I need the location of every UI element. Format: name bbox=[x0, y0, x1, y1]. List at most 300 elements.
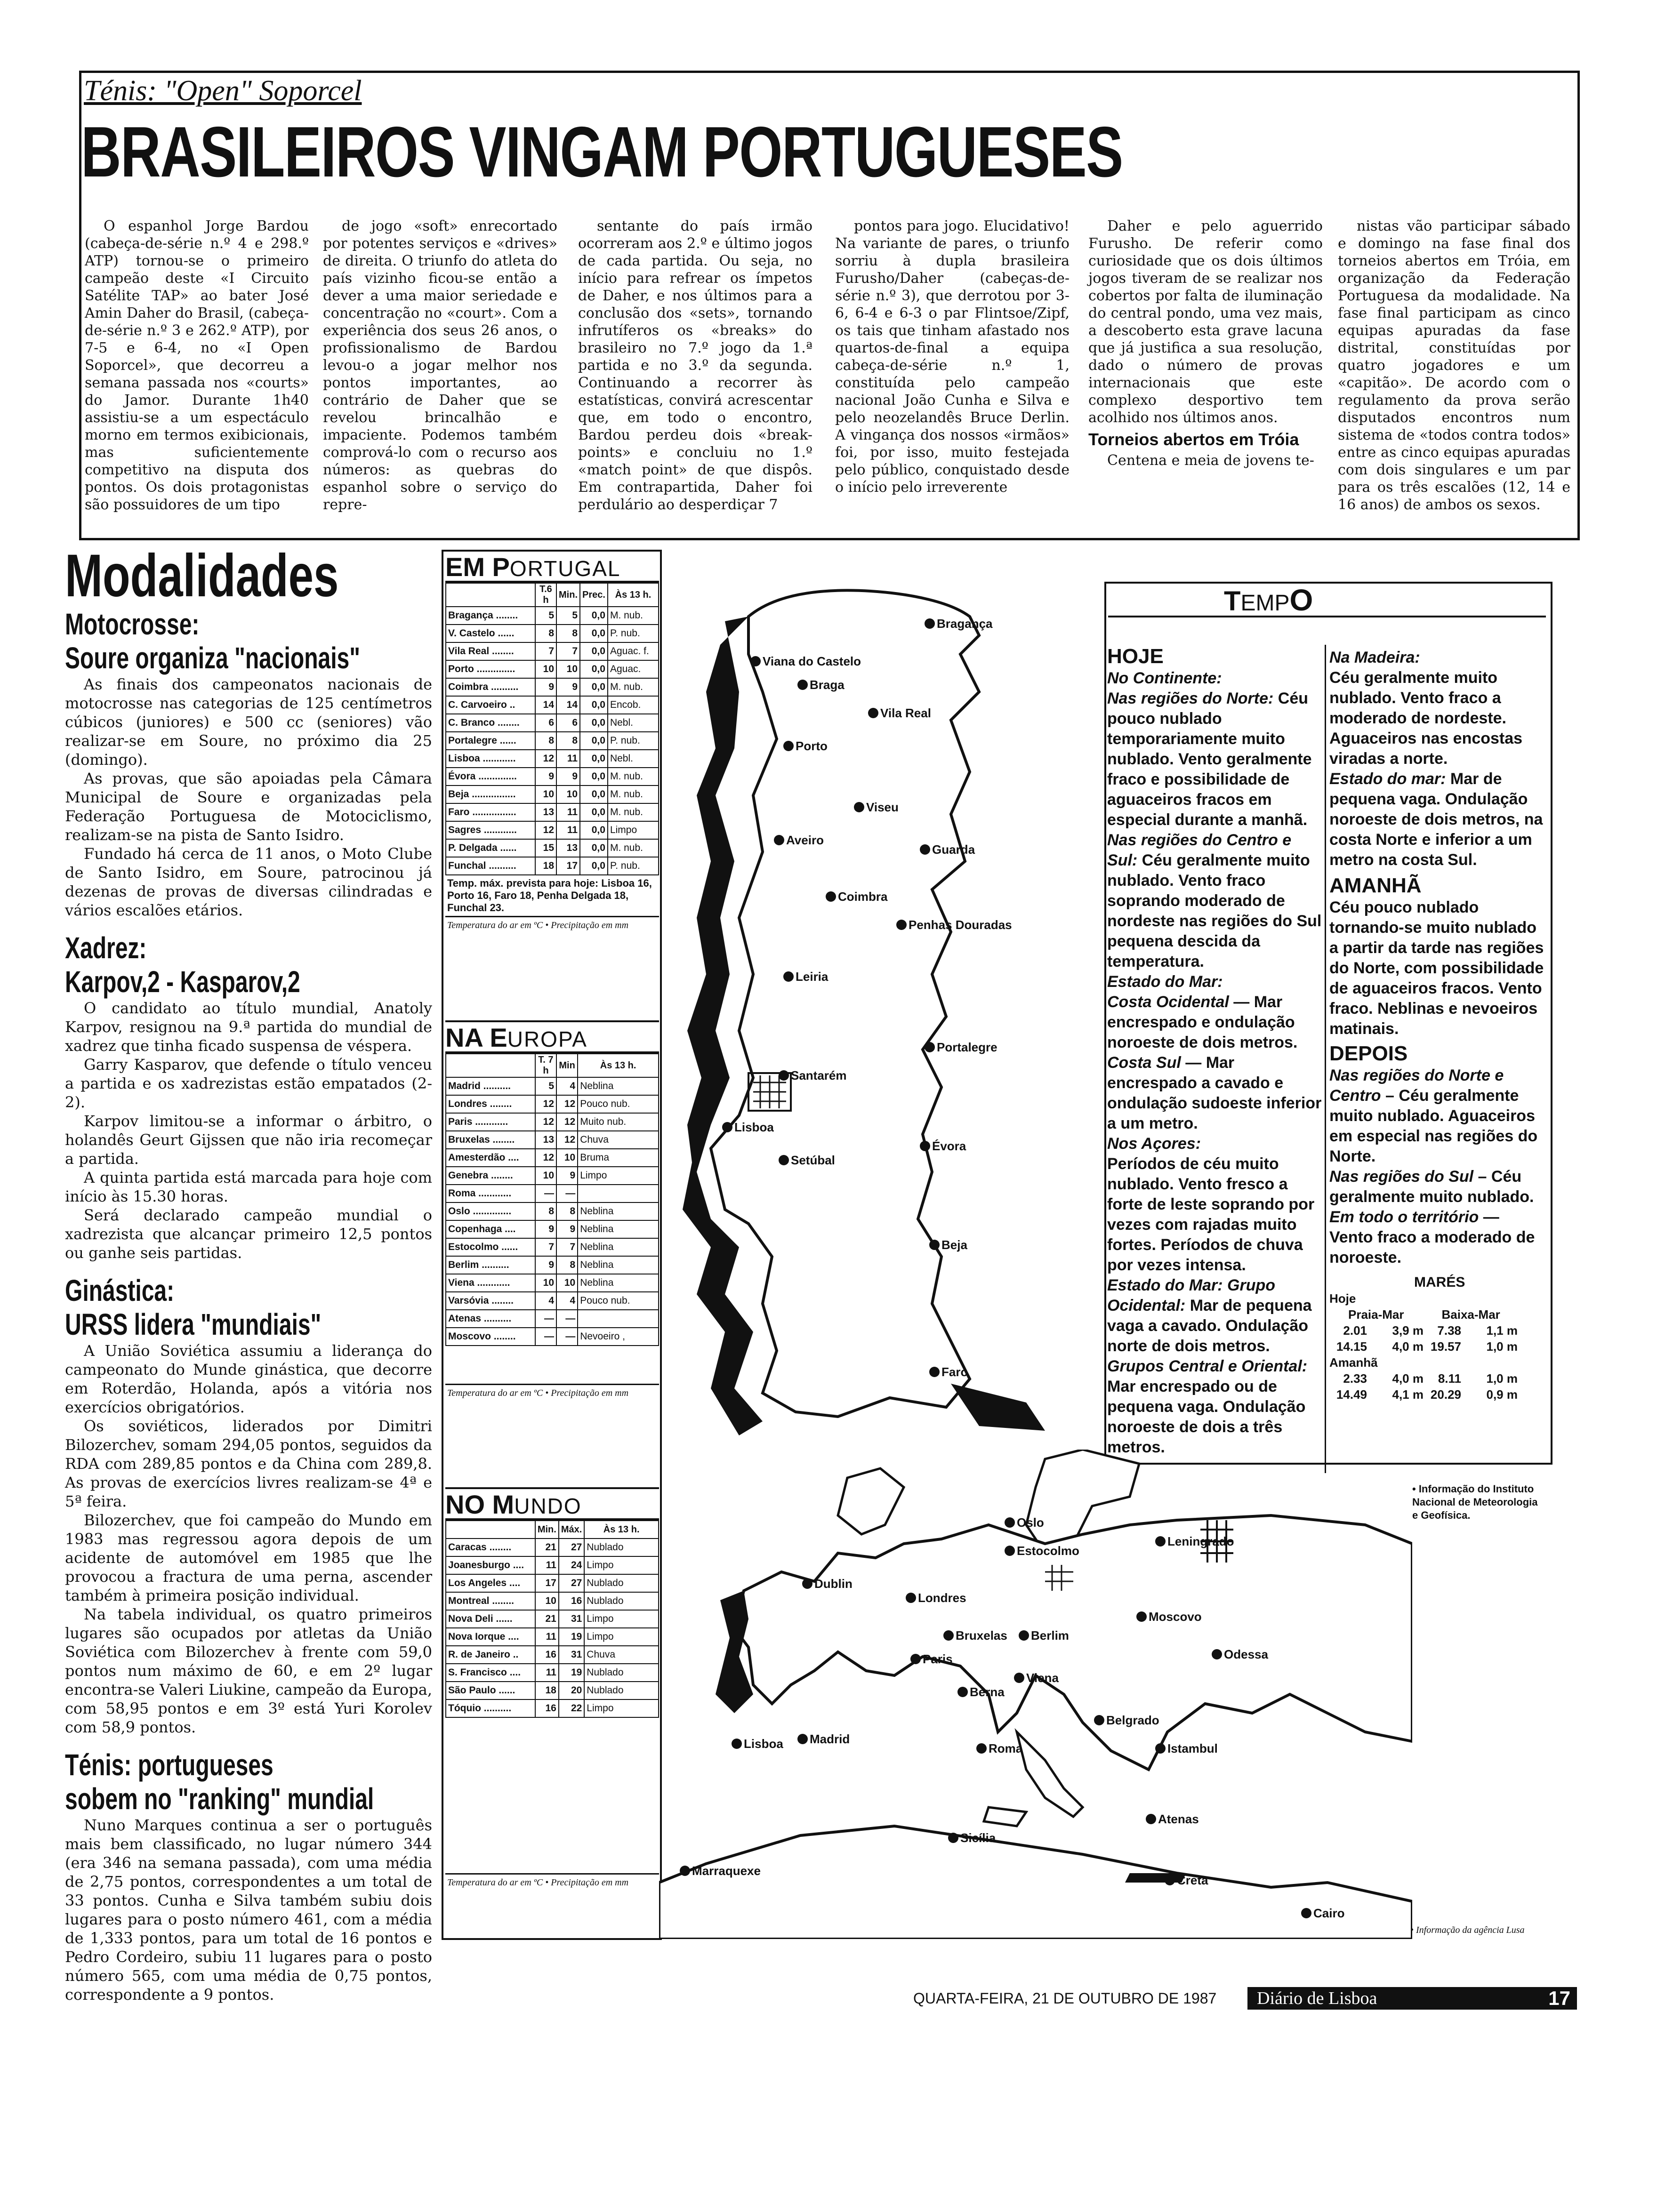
city-marker-icon bbox=[797, 680, 808, 690]
table-row bbox=[446, 1131, 659, 1149]
section-heading: Ginástica: bbox=[65, 1274, 175, 1307]
mares-row bbox=[1329, 1322, 1544, 1338]
table-cell: 12 bbox=[535, 821, 556, 839]
table-cell: 0,0 bbox=[580, 821, 608, 839]
table-cell: 15 bbox=[535, 839, 556, 857]
column-header: Min. bbox=[535, 1521, 559, 1539]
table-cell: Madrid .......... bbox=[446, 1077, 535, 1095]
article-col-6: nistas vão participar sábado e domingo na fase final dos torneios abertos em Tróia, em organização da Federação Portuguesa da modalidade. Na fase final participam as cinco equipas apuradas da fase distrital, constituídas por quatro jogadores e um «capitão». De acordo com o regulamento da prova serão disputados encontros num sistema de «todos contra todos» entre as cinco equipas apuradas com dois singulares e um par para os três escalões (12, 14 e 16 anos) de ambos os sexos. bbox=[1338, 218, 1570, 513]
table-cell: 31 bbox=[559, 1610, 584, 1628]
table-row bbox=[446, 1256, 659, 1274]
table-cell: M. nub. bbox=[608, 785, 659, 803]
table-cell: Pouco nub. bbox=[578, 1095, 659, 1113]
table-cell: 19 bbox=[559, 1664, 584, 1682]
city-label: Dublin bbox=[814, 1577, 853, 1591]
table-cell: 0,0 bbox=[580, 607, 608, 625]
europa-weather-table bbox=[445, 1053, 659, 1346]
portugal-table bbox=[445, 552, 659, 934]
mares-cell: 14.15 bbox=[1336, 1339, 1367, 1354]
table-cell: — bbox=[556, 1185, 578, 1202]
table-cell: 6 bbox=[535, 714, 556, 732]
article-headline: BRASILEIROS VINGAM PORTUGUESES bbox=[81, 112, 1123, 192]
portugal-forecast-note: Temp. máx. prevista para hoje: Lisboa 16, Porto 16, Faro 18, Penha Delgada 18, Funchal 23. bbox=[447, 877, 652, 914]
table-cell: M. nub. bbox=[608, 607, 659, 625]
table-row bbox=[446, 1077, 659, 1095]
city-label: Penhas Douradas bbox=[909, 918, 1012, 932]
tempo-right-column bbox=[1329, 648, 1544, 1403]
table-cell: 0,0 bbox=[580, 642, 608, 660]
table-cell: 0,0 bbox=[580, 678, 608, 696]
lusa-note: • Informação da agência Lusa bbox=[1410, 1925, 1525, 1935]
column-header: Às 13 h. bbox=[578, 1054, 659, 1077]
table-row bbox=[446, 642, 659, 660]
table-cell: M. nub. bbox=[608, 839, 659, 857]
city-marker-icon bbox=[783, 971, 794, 982]
city-label: Atenas bbox=[1158, 1812, 1199, 1826]
table-cell: 0,0 bbox=[580, 660, 608, 678]
table-cell: Limpo bbox=[584, 1556, 659, 1574]
city-label: Setúbal bbox=[791, 1153, 835, 1167]
tempo-paragraph: Estado do Mar: Grupo Ocidental: Mar de pequena vaga a cavado. Ondulação norte de dois metros. bbox=[1107, 1276, 1312, 1355]
table-cell: Neblina bbox=[578, 1274, 659, 1292]
table-cell: — bbox=[556, 1310, 578, 1328]
table-row bbox=[446, 1539, 659, 1556]
table-cell: Aguac. bbox=[608, 660, 659, 678]
table-cell: Lisboa ............ bbox=[446, 750, 535, 768]
city-marker-icon bbox=[779, 1070, 789, 1081]
city-marker-icon bbox=[1155, 1536, 1166, 1547]
tempo-right-text bbox=[1329, 648, 1544, 870]
table-cell: Bruxelas ........ bbox=[446, 1131, 535, 1149]
table-cell: 4 bbox=[556, 1077, 578, 1095]
footer-date: QUARTA-FEIRA, 21 DE OUTUBRO DE 1987 bbox=[913, 1990, 1217, 2007]
table-cell: 12 bbox=[535, 1095, 556, 1113]
table-cell: Los Angeles .... bbox=[446, 1574, 535, 1592]
table-row bbox=[446, 625, 659, 642]
city-label: Leiria bbox=[796, 970, 828, 984]
table-cell: 27 bbox=[559, 1574, 584, 1592]
table-row bbox=[446, 1574, 659, 1592]
mares-table bbox=[1329, 1290, 1544, 1403]
city-label: Portalegre bbox=[937, 1040, 997, 1054]
europa-units-note: Temperatura do ar em ºC • Precipitação em mm bbox=[445, 1384, 659, 1402]
table-cell: 0,0 bbox=[580, 768, 608, 785]
table-cell: — bbox=[556, 1328, 578, 1346]
table-cell: Nebl. bbox=[608, 750, 659, 768]
city-label: Moscovo bbox=[1149, 1610, 1202, 1624]
table-row bbox=[446, 1167, 659, 1185]
mundo-table-title: NO MUNDO bbox=[445, 1489, 659, 1520]
mundo-table bbox=[445, 1487, 659, 1891]
table-cell: Londres ........ bbox=[446, 1095, 535, 1113]
city-label: Vila Real bbox=[880, 706, 931, 720]
table-cell: Joanesburgo .... bbox=[446, 1556, 535, 1574]
city-marker-icon bbox=[1014, 1673, 1024, 1683]
mares-label: Hoje bbox=[1329, 1291, 1356, 1306]
table-cell: Caracas ........ bbox=[446, 1539, 535, 1556]
city-marker-icon bbox=[750, 656, 761, 666]
table-cell: — bbox=[535, 1310, 556, 1328]
table-cell: 9 bbox=[556, 768, 580, 785]
table-cell: 21 bbox=[535, 1610, 559, 1628]
mares-label: Amanhã bbox=[1329, 1355, 1378, 1370]
table-cell: Vila Real ........ bbox=[446, 642, 535, 660]
table-cell: 11 bbox=[556, 750, 580, 768]
table-cell: Chuva bbox=[584, 1646, 659, 1664]
table-row bbox=[446, 1310, 659, 1328]
table-row bbox=[446, 1149, 659, 1167]
city-label: Berlim bbox=[1031, 1628, 1069, 1643]
tempo-paragraph: Nos Açores: bbox=[1107, 1135, 1201, 1153]
mares-cell: 3,9 m bbox=[1392, 1323, 1424, 1338]
city-marker-icon bbox=[779, 1155, 789, 1165]
city-label: Aveiro bbox=[786, 833, 824, 847]
mares-title: MARÉS bbox=[1414, 1274, 1465, 1290]
table-cell: 10 bbox=[556, 1149, 578, 1167]
table-row bbox=[446, 785, 659, 803]
table-cell: 31 bbox=[559, 1646, 584, 1664]
table-cell: 9 bbox=[535, 768, 556, 785]
city-marker-icon bbox=[774, 835, 784, 845]
city-marker-icon bbox=[910, 1654, 921, 1664]
table-row bbox=[446, 1292, 659, 1310]
table-cell: P. nub. bbox=[608, 732, 659, 750]
table-cell: — bbox=[535, 1185, 556, 1202]
city-marker-icon bbox=[925, 618, 935, 629]
table-cell: Nublado bbox=[584, 1664, 659, 1682]
table-cell: 10 bbox=[556, 785, 580, 803]
city-marker-icon bbox=[732, 1739, 742, 1749]
tempo-amanha-text: Céu pouco nublado tornando-se muito nublado a partir da tarde nas regiões do Norte, com possibilidade de aguaceiros fracos. Vento fraco. Neblinas e nevoeiros matinais. bbox=[1329, 898, 1544, 1038]
city-marker-icon bbox=[1005, 1546, 1015, 1556]
city-marker-icon bbox=[797, 1734, 808, 1744]
article-col-3: sentante do país irmão ocorreram aos 2.º e último jogos de cada partida. Ou seja, no início para refrear os ímpetos de Daher, e nos últimos para a conclusão dos «sets», tornando infrutíferos os «breaks» do brasileiro no 7.º jogo da 1.ª partida e no 3.º da segunda. Continuando a recorrer às estatísticas, convirá acrescentar que, em todo o encontro, Bardou perdeu dois «break-points» e concluiu no 1.º «match point» de que dispôs. Em contrapartida, Daher foi perdulário ao desperdiçar 7 bbox=[578, 218, 812, 513]
table-cell: C. Branco ........ bbox=[446, 714, 535, 732]
table-cell: Funchal .......... bbox=[446, 857, 535, 875]
city-label: Faro bbox=[941, 1365, 968, 1379]
table-cell: 0,0 bbox=[580, 803, 608, 821]
table-row bbox=[446, 714, 659, 732]
table-cell: Encob. bbox=[608, 696, 659, 714]
city-label: Guarda bbox=[932, 842, 975, 857]
table-cell: 10 bbox=[556, 660, 580, 678]
table-cell: Muito nub. bbox=[578, 1113, 659, 1131]
city-label: Creta bbox=[1177, 1873, 1208, 1887]
mares-column-label: Praia-Mar bbox=[1348, 1307, 1404, 1322]
table-row bbox=[446, 1628, 659, 1646]
table-cell: Nova Deli ...... bbox=[446, 1610, 535, 1628]
table-cell: R. de Janeiro .. bbox=[446, 1646, 535, 1664]
mares-cell: 0,9 m bbox=[1486, 1387, 1518, 1402]
table-cell: Atenas .......... bbox=[446, 1310, 535, 1328]
table-cell: 8 bbox=[556, 1256, 578, 1274]
section-heading: Ténis: portugueses bbox=[65, 1748, 273, 1782]
table-cell: Nublado bbox=[584, 1682, 659, 1699]
table-cell: Bruma bbox=[578, 1149, 659, 1167]
city-marker-icon bbox=[1165, 1875, 1175, 1885]
table-cell: 8 bbox=[535, 732, 556, 750]
mares-cell: 4,1 m bbox=[1392, 1387, 1424, 1402]
city-marker-icon bbox=[1136, 1611, 1147, 1622]
table-row bbox=[446, 1328, 659, 1346]
table-row bbox=[446, 1185, 659, 1202]
column-header: Máx. bbox=[559, 1521, 584, 1539]
article-col-1: O espanhol Jorge Bardou (cabeça-de-série n.º 4 e 298.º ATP) tornou-se o primeiro campeão deste «I Circuito Satélite TAP» ao bater José Amin Daher do Brasil, (cabeça-de-série n.º 3 e 262.º ATP), por 7-5 e 6-4, no «I Open Soporcel», que decorreu a semana passada nos «courts» do Jamor. Durante 1h40 assistiu-se a um espectáculo morno em termos exibicionais, mas suficientemente competitivo na disputa dos pontos. Os dois protagonistas são possuidores de um tipo bbox=[85, 218, 309, 513]
table-cell: Limpo bbox=[584, 1610, 659, 1628]
table-cell: Paris ............ bbox=[446, 1113, 535, 1131]
table-row bbox=[446, 821, 659, 839]
table-cell: Nublado bbox=[584, 1592, 659, 1610]
portugal-table-title: EM PORTUGAL bbox=[445, 552, 659, 583]
table-cell: P. nub. bbox=[608, 625, 659, 642]
table-cell: 17 bbox=[556, 857, 580, 875]
column-header: Às 13 h. bbox=[584, 1521, 659, 1539]
mares-cell: 4,0 m bbox=[1392, 1371, 1424, 1386]
modalidades-title: Modalidades bbox=[65, 542, 339, 609]
table-row bbox=[446, 857, 659, 875]
table-cell: 9 bbox=[535, 1256, 556, 1274]
table-cell: 4 bbox=[556, 1292, 578, 1310]
mundo-units-note: Temperatura do ar em ºC • Precipitação em mm bbox=[445, 1873, 659, 1891]
table-cell: Neblina bbox=[578, 1238, 659, 1256]
city-marker-icon bbox=[925, 1042, 935, 1052]
modalidades-column bbox=[65, 607, 432, 2004]
table-cell: Évora .............. bbox=[446, 768, 535, 785]
mares-cell: 14.49 bbox=[1336, 1387, 1367, 1402]
column-header: Min. bbox=[556, 583, 580, 607]
table-row bbox=[446, 803, 659, 821]
city-label: Lisboa bbox=[734, 1120, 774, 1134]
tempo-left-column bbox=[1107, 645, 1322, 1458]
city-label: Madrid bbox=[810, 1732, 850, 1746]
table-cell: Varsóvia ........ bbox=[446, 1292, 535, 1310]
table-cell: 7 bbox=[556, 642, 580, 660]
table-cell: 5 bbox=[556, 607, 580, 625]
column-header: Min bbox=[556, 1054, 578, 1077]
table-cell: 5 bbox=[535, 607, 556, 625]
tempo-paragraph: Céu geralmente muito nublado. Vento fraco a moderado de nordeste. Aguaceiros nas encostas viradas a norte. bbox=[1329, 669, 1523, 768]
city-marker-icon bbox=[929, 1240, 940, 1250]
article-col-5: Daher e pelo aguerrido Furusho. De referir como curiosidade que os dois últimos jogos tiveram de se realizar nos cobertos por falta de iluminação do central pondo, uma vez mais, a descoberto esta grave lacuna que já justifica a sua resolução, dado o número de provas internacionais que este complexo desportivo tem acolhido nos últimos anos. Torneios abertos em Tróia Centena e meia de jovens te- bbox=[1088, 218, 1323, 469]
tempo-paragraph: Nas regiões do Centro e Sul: Céu geralmente muito nublado. Vento fraco soprando moderado de nordeste nas regiões do Sul pequena descida da temperatura. bbox=[1107, 831, 1322, 970]
table-cell: Roma ............ bbox=[446, 1185, 535, 1202]
city-marker-icon bbox=[920, 844, 930, 855]
europa-table bbox=[445, 1020, 659, 1402]
table-cell: 7 bbox=[535, 642, 556, 660]
table-cell: Montreal ........ bbox=[446, 1592, 535, 1610]
city-marker-icon bbox=[943, 1630, 954, 1641]
city-label: Londres bbox=[918, 1591, 966, 1605]
table-cell: Nova Iorque .... bbox=[446, 1628, 535, 1646]
city-marker-icon bbox=[957, 1687, 968, 1697]
city-label: Berna bbox=[970, 1685, 1005, 1699]
table-cell: Limpo bbox=[584, 1628, 659, 1646]
table-cell: Nebl. bbox=[608, 714, 659, 732]
table-cell: 0,0 bbox=[580, 857, 608, 875]
table-cell: Berlim .......... bbox=[446, 1256, 535, 1274]
city-label: Odessa bbox=[1224, 1647, 1268, 1661]
table-cell: 20 bbox=[559, 1682, 584, 1699]
tempo-paragraph: Estado do Mar: bbox=[1107, 973, 1223, 991]
city-label: Beja bbox=[941, 1238, 967, 1252]
table-cell: Nublado bbox=[584, 1574, 659, 1592]
tempo-amanha-heading: AMANHÃ bbox=[1329, 874, 1422, 897]
table-cell: Coimbra .......... bbox=[446, 678, 535, 696]
table-cell: 11 bbox=[556, 821, 580, 839]
section-body: Nuno Marques continua a ser o português mais bem classificado, no lugar número 344 (era 346 na semana passada), com uma média de 2,75 pontos, correspondentes a um total de 33 pontos. Cunha e Silva também subiu dois lugares para o posto número 461, com a média de 1,333 pontos, para um total de 16 pontos e Pedro Cordeiro, subiu 11 lugares para o posto número 565, com uma média de 0,75 pontos, correspondente a 9 pontos. bbox=[65, 1816, 432, 2004]
tempo-paragraph: Períodos de céu muito nublado. Vento fresco a forte de leste soprando por vezes com rajadas muito fortes. Períodos de chuva por vezes intensa. bbox=[1107, 1155, 1315, 1274]
mundo-weather-table bbox=[445, 1520, 659, 1718]
city-label: Roma bbox=[989, 1741, 1023, 1755]
table-cell: Pouco nub. bbox=[578, 1292, 659, 1310]
section-body: As finais dos campeonatos nacionais de motocrosse nas categorias de 125 centímetros cúbicos (juniores) e 500 cc (seniores) vão realizar-se em Soure, no próximo dia 25 (domingo). As provas, que são apoiadas pela Câmara Municipal de Soure e organizadas pela Federação Portuguesa de Motociclismo, realizam-se na pista de Santo Isidro. Fundado há cerca de 11 anos, o Moto Clube de Santo Isidro, em Soure, patrocinou já dezenas de provas de diversas cilindradas e vários escalões etários. bbox=[65, 675, 432, 919]
column-header bbox=[446, 1054, 535, 1077]
city-label: Oslo bbox=[1017, 1515, 1044, 1530]
table-cell: 8 bbox=[535, 625, 556, 642]
table-row bbox=[446, 1664, 659, 1682]
table-cell: Limpo bbox=[608, 821, 659, 839]
table-cell: Neblina bbox=[578, 1077, 659, 1095]
column-header: Às 13 h. bbox=[608, 583, 659, 607]
section-heading: Xadrez: bbox=[65, 931, 147, 965]
table-cell: 6 bbox=[556, 714, 580, 732]
table-cell: Beja ................ bbox=[446, 785, 535, 803]
city-label: Estocolmo bbox=[1017, 1544, 1079, 1558]
tempo-paragraph: Na Madeira: bbox=[1329, 649, 1420, 666]
city-label: Viena bbox=[1026, 1671, 1059, 1685]
table-row bbox=[446, 678, 659, 696]
city-label: Cairo bbox=[1313, 1906, 1345, 1920]
table-row bbox=[446, 607, 659, 625]
tempo-paragraph: Costa Ocidental — Mar encrespado e ondulação noroeste de dois metros. bbox=[1107, 993, 1298, 1051]
table-cell: Limpo bbox=[584, 1699, 659, 1717]
city-label: Belgrado bbox=[1106, 1713, 1159, 1727]
table-cell: 12 bbox=[556, 1113, 578, 1131]
table-cell: P. nub. bbox=[608, 857, 659, 875]
tempo-paragraph: Costa Sul — Mar encrespado a cavado e ondulação sudoeste inferior a um metro. bbox=[1107, 1054, 1322, 1132]
table-row bbox=[446, 1274, 659, 1292]
city-marker-icon bbox=[948, 1833, 958, 1843]
table-cell: Limpo bbox=[578, 1167, 659, 1185]
table-cell: Neblina bbox=[578, 1256, 659, 1274]
table-cell: 21 bbox=[535, 1539, 559, 1556]
table-cell: 7 bbox=[535, 1238, 556, 1256]
mares-cell: 8.11 bbox=[1438, 1371, 1461, 1386]
table-cell: V. Castelo ...... bbox=[446, 625, 535, 642]
column-header bbox=[446, 1521, 535, 1539]
table-row bbox=[446, 696, 659, 714]
city-marker-icon bbox=[920, 1141, 930, 1151]
tempo-left-text bbox=[1107, 668, 1322, 1458]
table-cell: M. nub. bbox=[608, 803, 659, 821]
city-marker-icon bbox=[896, 920, 907, 930]
table-row bbox=[446, 1646, 659, 1664]
table-cell: 9 bbox=[556, 1167, 578, 1185]
tempo-paragraph: Em todo o território — Vento fraco a moderado de noroeste. bbox=[1329, 1208, 1535, 1266]
section-subheading: URSS lidera "mundiais" bbox=[65, 1307, 322, 1341]
table-cell: 13 bbox=[556, 839, 580, 857]
table-row bbox=[446, 1113, 659, 1131]
table-cell: 8 bbox=[535, 1202, 556, 1220]
city-marker-icon bbox=[854, 802, 864, 812]
table-cell: 11 bbox=[556, 803, 580, 821]
table-cell: 9 bbox=[556, 678, 580, 696]
city-marker-icon bbox=[1019, 1630, 1029, 1641]
table-cell: 14 bbox=[535, 696, 556, 714]
table-cell: Neblina bbox=[578, 1202, 659, 1220]
table-cell: Estocolmo ...... bbox=[446, 1238, 535, 1256]
table-cell: Nublado bbox=[584, 1539, 659, 1556]
table-cell: 24 bbox=[559, 1556, 584, 1574]
section-heading: Motocrosse: bbox=[65, 607, 200, 641]
table-cell: 12 bbox=[535, 750, 556, 768]
city-marker-icon bbox=[929, 1367, 940, 1377]
mares-cell: 20.29 bbox=[1430, 1387, 1461, 1402]
table-row bbox=[446, 660, 659, 678]
mares-row bbox=[1329, 1338, 1544, 1354]
tempo-paragraph: Nas regiões do Norte: Céu pouco nublado temporariamente muito nublado. Vento geralmente fraco e possibilidade de aguaceiros fracos em especial durante a manhã. bbox=[1107, 689, 1312, 829]
table-cell: Moscovo ........ bbox=[446, 1328, 535, 1346]
portugal-weather-table bbox=[445, 583, 659, 875]
table-cell: 12 bbox=[535, 1113, 556, 1131]
table-row bbox=[446, 1238, 659, 1256]
city-label: Viana do Castelo bbox=[763, 654, 861, 668]
tempo-title: TEMPO bbox=[1224, 583, 1313, 617]
table-cell: Faro ................ bbox=[446, 803, 535, 821]
city-marker-icon bbox=[1005, 1517, 1015, 1528]
table-cell: Nevoeiro , bbox=[578, 1328, 659, 1346]
portugal-map bbox=[668, 551, 1092, 1454]
section-body: A União Soviética assumiu a liderança do campeonato do Munde ginástica, que decorre em Roterdão, Holanda, após a vitória nos exercícios obrigatórios. Os soviéticos, liderados por Dimitri Bilozerchev, somam 294,05 pontos, seguidos da RDA com 289,85 pontos e da China com 289,8. As provas de exercícios livres realizam-se 4ª e 5ª feira. Bilozerchev, que foi campeão do Mundo em 1983 mas regressou agora depois de um acidente de automóvel em 1985 que lhe provocou a fractura de uma perna, ascender também à primeira posição individual. Na tabela individual, os quatro primeiros lugares são ocupados por atletas da União Soviética com Bilozerchev à frente com 59,0 pontos num máximo de 60, e em 2º lugar encontra-se Valeri Liukine, campeão da Europa, com 58,95 pontos e em 3º está Yuri Korolev com 58,9 pontos. bbox=[65, 1342, 432, 1736]
table-cell: 0,0 bbox=[580, 696, 608, 714]
table-cell: 10 bbox=[535, 660, 556, 678]
city-label: Viseu bbox=[866, 800, 899, 814]
europa-table-title: NA EUROPA bbox=[445, 1022, 659, 1053]
table-cell: C. Carvoeiro .. bbox=[446, 696, 535, 714]
city-marker-icon bbox=[1146, 1814, 1156, 1824]
section-subheading: Soure organiza "nacionais" bbox=[65, 641, 360, 675]
tempo-divider bbox=[1108, 616, 1546, 617]
table-cell: 19 bbox=[559, 1628, 584, 1646]
footer-page-number: 17 bbox=[1548, 1987, 1570, 2009]
table-row bbox=[446, 750, 659, 768]
table-cell: 0,0 bbox=[580, 732, 608, 750]
city-label: Leningrado bbox=[1167, 1534, 1234, 1548]
tempo-depois-text bbox=[1329, 1066, 1544, 1268]
mares-header bbox=[1329, 1306, 1544, 1322]
section-subheading: sobem no "ranking" mundial bbox=[65, 1782, 374, 1816]
table-cell: Tóquio .......... bbox=[446, 1699, 535, 1717]
table-cell: Chuva bbox=[578, 1131, 659, 1149]
table-cell: 14 bbox=[556, 696, 580, 714]
table-row bbox=[446, 1202, 659, 1220]
table-cell: São Paulo ...... bbox=[446, 1682, 535, 1699]
city-marker-icon bbox=[802, 1579, 812, 1589]
city-label: Sicília bbox=[960, 1831, 996, 1845]
city-marker-icon bbox=[1155, 1743, 1166, 1754]
table-cell: — bbox=[535, 1328, 556, 1346]
city-marker-icon bbox=[906, 1593, 916, 1603]
mares-cell: 1,1 m bbox=[1486, 1323, 1518, 1338]
column-header bbox=[446, 583, 535, 607]
table-cell: 16 bbox=[535, 1646, 559, 1664]
table-cell: 12 bbox=[556, 1131, 578, 1149]
table-cell: 8 bbox=[556, 732, 580, 750]
tempo-col-divider bbox=[1325, 645, 1326, 1473]
table-cell: S. Francisco .... bbox=[446, 1664, 535, 1682]
mares-cell: 19.57 bbox=[1430, 1339, 1461, 1354]
table-cell: Oslo .............. bbox=[446, 1202, 535, 1220]
